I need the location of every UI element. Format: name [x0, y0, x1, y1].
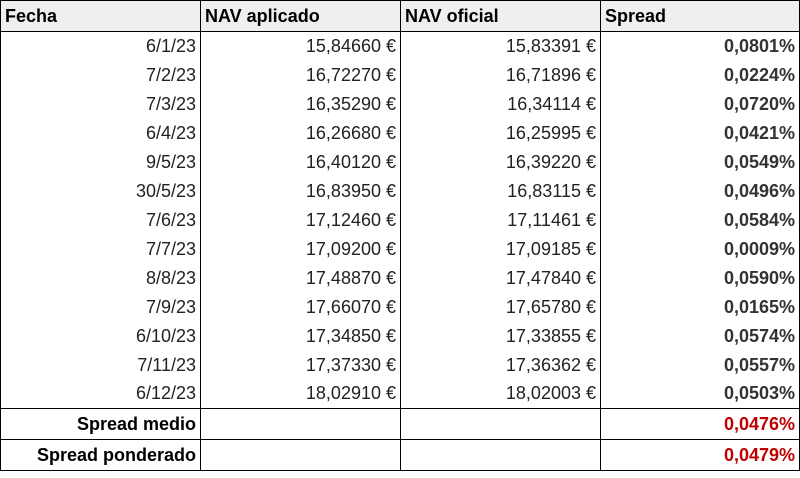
empty-cell: [201, 409, 401, 440]
header-fecha: Fecha: [1, 1, 201, 32]
cell-fecha: 9/5/23: [1, 148, 201, 177]
empty-cell: [201, 440, 401, 471]
cell-nav-oficial: 16,39220 €: [401, 148, 601, 177]
cell-spread: 0,0009%: [601, 235, 800, 264]
cell-nav-aplicado: 15,84660 €: [201, 32, 401, 61]
cell-spread: 0,0421%: [601, 119, 800, 148]
cell-nav-oficial: 17,47840 €: [401, 264, 601, 293]
header-nav-aplicado: NAV aplicado: [201, 1, 401, 32]
empty-cell: [401, 409, 601, 440]
table-row: [1, 90, 800, 119]
cell-nav-oficial: 17,36362 €: [401, 351, 601, 380]
header-row: [1, 1, 800, 32]
cell-fecha: 7/7/23: [1, 235, 201, 264]
cell-fecha: 7/6/23: [1, 206, 201, 235]
cell-spread: 0,0801%: [601, 32, 800, 61]
cell-fecha: 7/11/23: [1, 351, 201, 380]
cell-spread: 0,0574%: [601, 322, 800, 351]
cell-spread: 0,0165%: [601, 293, 800, 322]
cell-nav-oficial: 17,33855 €: [401, 322, 601, 351]
cell-spread: 0,0549%: [601, 148, 800, 177]
cell-nav-oficial: 16,71896 €: [401, 61, 601, 90]
cell-fecha: 6/12/23: [1, 380, 201, 409]
cell-nav-aplicado: 17,66070 €: [201, 293, 401, 322]
table-row: [1, 206, 800, 235]
cell-fecha: 7/3/23: [1, 90, 201, 119]
cell-nav-aplicado: 16,83950 €: [201, 177, 401, 206]
cell-fecha: 6/10/23: [1, 322, 201, 351]
cell-fecha: 8/8/23: [1, 264, 201, 293]
table-row: [1, 322, 800, 351]
cell-nav-oficial: 17,65780 €: [401, 293, 601, 322]
table-row: [1, 148, 800, 177]
cell-fecha: 6/1/23: [1, 32, 201, 61]
table-row: [1, 380, 800, 409]
cell-nav-aplicado: 16,40120 €: [201, 148, 401, 177]
cell-nav-aplicado: 17,48870 €: [201, 264, 401, 293]
cell-nav-oficial: 16,34114 €: [401, 90, 601, 119]
cell-nav-aplicado: 16,35290 €: [201, 90, 401, 119]
table-row: [1, 293, 800, 322]
cell-nav-aplicado: 16,72270 €: [201, 61, 401, 90]
cell-nav-aplicado: 17,37330 €: [201, 351, 401, 380]
cell-nav-aplicado: 16,26680 €: [201, 119, 401, 148]
cell-nav-oficial: 17,11461 €: [401, 206, 601, 235]
cell-spread: 0,0557%: [601, 351, 800, 380]
cell-nav-aplicado: 18,02910 €: [201, 380, 401, 409]
cell-nav-aplicado: 17,12460 €: [201, 206, 401, 235]
cell-spread: 0,0503%: [601, 380, 800, 409]
cell-nav-oficial: 16,83115 €: [401, 177, 601, 206]
table-row: [1, 61, 800, 90]
header-nav-oficial: NAV oficial: [401, 1, 601, 32]
cell-fecha: 7/2/23: [1, 61, 201, 90]
table-row: [1, 235, 800, 264]
cell-fecha: 7/9/23: [1, 293, 201, 322]
spread-medio-label: Spread medio: [1, 409, 201, 440]
header-spread: Spread: [601, 1, 800, 32]
cell-spread: 0,0720%: [601, 90, 800, 119]
cell-spread: 0,0584%: [601, 206, 800, 235]
spread-ponderado-value: 0,0479%: [601, 440, 800, 471]
cell-nav-oficial: 15,83391 €: [401, 32, 601, 61]
table-row: [1, 351, 800, 380]
summary-row-medio: [1, 409, 800, 440]
spread-ponderado-label: Spread ponderado: [1, 440, 201, 471]
cell-spread: 0,0224%: [601, 61, 800, 90]
spread-medio-value: 0,0476%: [601, 409, 800, 440]
cell-nav-aplicado: 17,09200 €: [201, 235, 401, 264]
cell-nav-oficial: 16,25995 €: [401, 119, 601, 148]
cell-nav-oficial: 17,09185 €: [401, 235, 601, 264]
cell-fecha: 30/5/23: [1, 177, 201, 206]
empty-cell: [401, 440, 601, 471]
table-row: [1, 264, 800, 293]
cell-spread: 0,0590%: [601, 264, 800, 293]
cell-spread: 0,0496%: [601, 177, 800, 206]
cell-fecha: 6/4/23: [1, 119, 201, 148]
summary-row-ponderado: [1, 440, 800, 471]
table-row: [1, 119, 800, 148]
cell-nav-aplicado: 17,34850 €: [201, 322, 401, 351]
table-row: [1, 32, 800, 61]
table-row: [1, 177, 800, 206]
cell-nav-oficial: 18,02003 €: [401, 380, 601, 409]
